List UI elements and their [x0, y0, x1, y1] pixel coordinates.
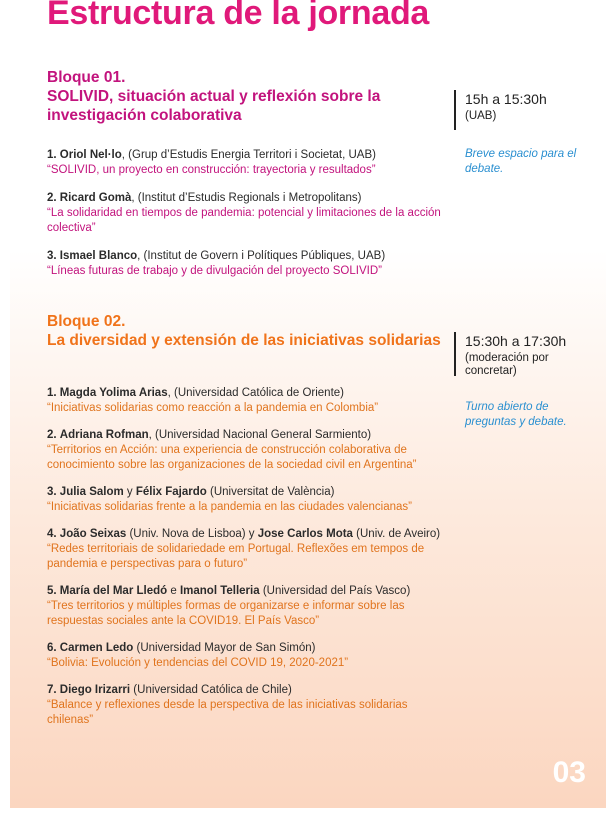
bloque-2-heading: [47, 312, 447, 350]
bloque-1-talks: [47, 148, 445, 279]
talk-item: [47, 148, 445, 178]
talk-number: 1.: [47, 387, 57, 399]
bloque-1-title: SOLIVID, situación actual y reflexión sobre la investigación colaborativa: [47, 88, 381, 124]
bloque-1-schedule: [454, 90, 594, 123]
talk-affiliation: , (Institut de Govern i Polítiques Públiques, UAB): [137, 250, 386, 262]
talk-speaker: Ismael Blanco: [59, 250, 138, 262]
bloque-2-note: Turno abierto de preguntas y debate.: [465, 401, 567, 428]
talk-title: “SOLIVID, un proyecto en construcción: trayectoria y resultados”: [47, 164, 376, 176]
talk-speaker: Julia Salom: [59, 486, 124, 498]
talk-title: “Líneas futuras de trabajo y de divulgación del proyecto SOLIVID”: [47, 265, 382, 277]
talk-affiliation: (Univ. Nova de Lisboa) y: [126, 528, 258, 540]
talk-affiliation-2: (Universitat de València): [206, 486, 335, 498]
talk-title: “Tres territorios y múltiples formas de organizarse e informar sobre las respuestas sociales ante la COVID19. El País Vasco”: [47, 600, 405, 627]
talk-title: “Balance y reflexiones desde la perspectiva de las iniciativas solidarias chilenas”: [47, 699, 408, 726]
talk-number: 5.: [47, 585, 57, 597]
talk-number: 4.: [47, 528, 57, 540]
talk-title: “Iniciativas solidarias como reacción a la pandemia en Colombia”: [47, 402, 379, 414]
talk-item: [47, 191, 445, 236]
talk-item: [47, 249, 445, 279]
talk-item: [47, 527, 445, 572]
talk-speaker: Carmen Ledo: [59, 642, 134, 654]
talk-number: 6.: [47, 642, 57, 654]
talk-affiliation: e: [167, 585, 180, 597]
talk-title: “Bolivia: Evolución y tendencias del COVID 19, 2020-2021”: [47, 657, 349, 669]
talk-number: 2.: [47, 429, 57, 441]
page-number: 03: [552, 756, 586, 789]
bloque-1-time: 15h a 15:30h: [465, 91, 547, 107]
talk-affiliation: (Universidad Católica de Chile): [130, 684, 292, 696]
talk-number: 7.: [47, 684, 57, 696]
talk-speaker: María del Mar Lledó: [59, 585, 168, 597]
bloque-2-sub: (moderación por concretar): [465, 352, 549, 377]
talk-affiliation-2: (Univ. de Aveiro): [352, 528, 441, 540]
bloque-2-time: 15:30h a 17:30h: [465, 333, 567, 349]
talk-number: 2.: [47, 192, 57, 204]
talk-item: [47, 485, 445, 515]
talk-affiliation: , (Institut d’Estudis Regionals i Metropolitans): [131, 192, 362, 204]
bloque-1-sub: (UAB): [465, 110, 497, 122]
divider: [454, 332, 456, 376]
talk-number: 3.: [47, 250, 57, 262]
bloque-1-label: Bloque 01.: [47, 69, 126, 86]
page-title: Estructura de la jornada: [47, 0, 430, 32]
talk-speaker: Diego Irizarri: [59, 684, 131, 696]
page: [10, 0, 606, 808]
bloque-2-label: Bloque 02.: [47, 313, 126, 330]
talk-speaker-2: Jose Carlos Mota: [257, 528, 353, 540]
talk-affiliation: y: [123, 486, 136, 498]
talk-affiliation: , (Grup d’Estudis Energia Territori i Societat, UAB): [121, 149, 376, 161]
divider: [454, 90, 456, 130]
talk-speaker-2: Imanol Telleria: [179, 585, 260, 597]
talk-title: “Redes territoriais de solidariedade em Portugal. Reflexões em tempos de pandemia e perspectivas para o futuro”: [47, 543, 425, 570]
talk-speaker-2: Félix Fajardo: [135, 486, 207, 498]
talk-speaker: João Seixas: [59, 528, 127, 540]
talk-speaker: Adriana Rofman: [59, 429, 149, 441]
talk-speaker: Magda Yolima Arias: [59, 387, 168, 399]
talk-title: “Territorios en Acción: una experiencia de construcción colaborativa de conocimiento sobre las organizaciones de la sociedad civil en Argentina”: [47, 444, 417, 471]
talk-item: [47, 641, 445, 671]
talk-affiliation: (Universidad Mayor de San Simón): [133, 642, 316, 654]
bloque-1-note: Breve espacio para el debate.: [465, 148, 577, 175]
bloque-1-heading: [47, 68, 447, 125]
talk-number: 3.: [47, 486, 57, 498]
talk-affiliation-2: (Universidad del País Vasco): [259, 585, 411, 597]
talk-item: [47, 428, 445, 473]
talk-item: [47, 683, 445, 728]
bloque-2-title: La diversidad y extensión de las iniciativas solidarias: [47, 332, 441, 349]
talk-speaker: Oriol Nel·lo: [59, 149, 122, 161]
talk-speaker: Ricard Gomà: [59, 192, 132, 204]
bloque-2-talks: [47, 386, 445, 728]
bloque-2-schedule: [454, 332, 594, 378]
talk-affiliation: , (Universidad Nacional General Sarmiento): [148, 429, 372, 441]
talk-item: [47, 584, 445, 629]
talk-affiliation: , (Universidad Católica de Oriente): [167, 387, 345, 399]
talk-title: “Iniciativas solidarias frente a la pandemia en las ciudades valencianas”: [47, 501, 413, 513]
talk-item: [47, 386, 445, 416]
talk-title: “La solidaridad en tiempos de pandemia: potencial y limitaciones de la acción colectiva”: [47, 207, 441, 234]
talk-number: 1.: [47, 149, 57, 161]
